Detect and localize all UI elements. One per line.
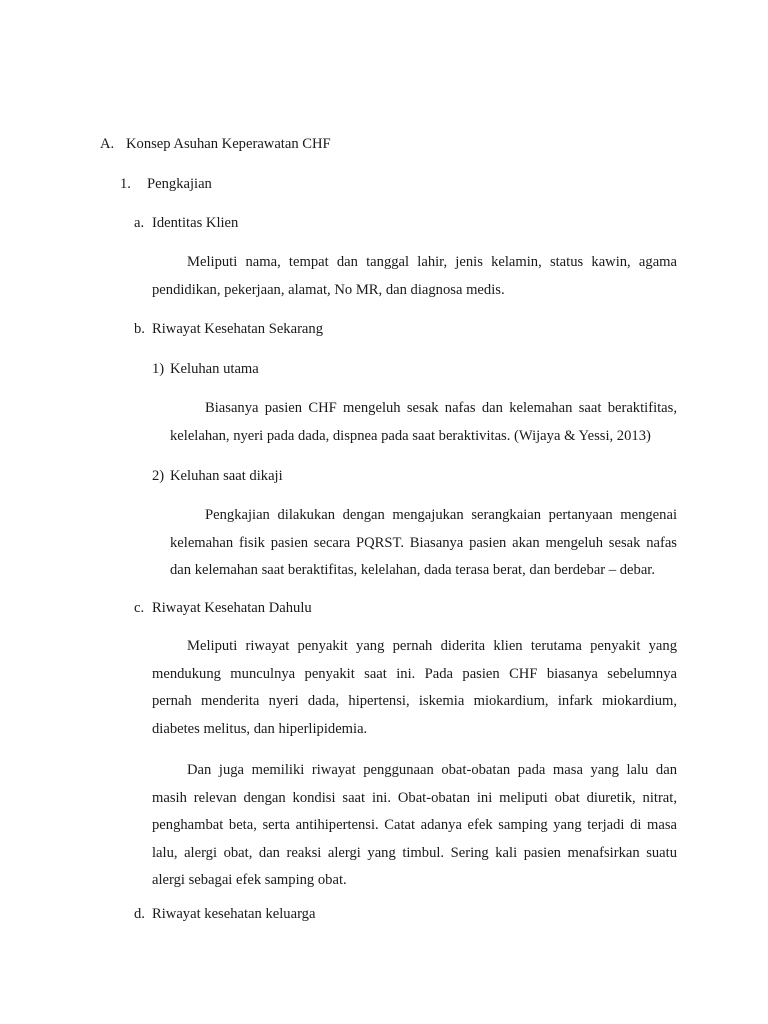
paragraph-line: pendidikan, pekerjaan, alamat, No MR, dan diagnosa medis. [152, 281, 505, 298]
paragraph-line: kelemahan fisik pasien secara PQRST. Biasanya pasien akan mengeluh sesak nafas [170, 534, 677, 551]
paragraph-line: dan kelemahan saat beraktifitas, kelelahan, dada terasa berat, dan berdebar – debar. [170, 562, 655, 578]
paragraph-line: Pengkajian dilakukan dengan mengajukan serangkaian pertanyaan mengenai [205, 507, 677, 523]
subheading-c [134, 599, 312, 617]
paragraph-line: kelelahan, nyeri pada dada, dispnea pada saat beraktivitas. (Wijaya & Yessi, 2013) [170, 427, 651, 444]
list-title: Pengkajian [147, 176, 212, 192]
paragraph-line: lalu, alergi obat, dan reaksi alergi yang timbul. Sering kali pasien menafsirkan suatu [152, 844, 677, 861]
paragraph-line: penghambat beta, serta antihipertensi. Catat adanya efek samping yang terjadi di masa [152, 817, 677, 833]
paragraph-line: Dan juga memiliki riwayat penggunaan obat-obatan pada masa yang lalu dan [187, 762, 677, 778]
subheading-title: Riwayat kesehatan keluarga [152, 906, 316, 922]
paragraph-keluhan-dikaji [170, 502, 677, 585]
section-heading-a [100, 135, 331, 153]
paragraph-keluhan-utama [170, 395, 677, 450]
subheading-b [134, 320, 323, 338]
sub-subheading-marker: 2) [152, 468, 165, 484]
subheading-title: Identitas Klien [152, 215, 239, 231]
subheading-marker: c. [134, 600, 145, 616]
sub-subheading-1 [152, 360, 259, 378]
paragraph-line: Meliputi nama, tempat dan tanggal lahir, jenis kelamin, status kawin, agama [187, 254, 677, 270]
section-marker: A. [100, 136, 115, 152]
subheading-title: Riwayat Kesehatan Sekarang [152, 321, 324, 337]
subheading-d [134, 905, 315, 923]
paragraph-riwayat-dahulu-2 [152, 757, 677, 895]
sub-subheading-2 [152, 467, 283, 485]
sub-subheading-marker: 1) [152, 361, 165, 377]
paragraph-line: masih relevan dengan kondisi saat ini. Obat-obatan ini meliputi obat diuretik, nitrat, [152, 789, 677, 806]
paragraph-line: mendukung munculnya penyakit saat ini. Pada pasien CHF biasanya sebelumnya [152, 665, 677, 682]
sub-subheading-title: Keluhan saat dikaji [170, 468, 283, 484]
subheading-title: Riwayat Kesehatan Dahulu [152, 600, 312, 616]
list-heading-1 [120, 175, 212, 193]
subheading-marker: b. [134, 321, 145, 337]
subheading-marker: d. [134, 906, 145, 922]
paragraph-line: diabetes melitus, dan hiperlipidemia. [152, 720, 368, 737]
paragraph-line: Meliputi riwayat penyakit yang pernah diderita klien terutama penyakit yang [187, 638, 677, 654]
subheading-marker: a. [134, 215, 145, 231]
paragraph-line: pernah menderita nyeri dada, hipertensi, iskemia miokardium, infark miokardium, [152, 693, 677, 709]
paragraph-riwayat-dahulu-1 [152, 633, 677, 743]
subheading-a [134, 214, 238, 232]
section-title: Konsep Asuhan Keperawatan CHF [126, 136, 331, 152]
sub-subheading-title: Keluhan utama [170, 361, 259, 377]
paragraph-line: alergi sebagai efek samping obat. [152, 872, 347, 888]
list-marker: 1. [120, 176, 131, 192]
paragraph-line: Biasanya pasien CHF mengeluh sesak nafas dan kelemahan saat beraktifitas, [205, 400, 677, 416]
paragraph-identitas [152, 249, 677, 304]
